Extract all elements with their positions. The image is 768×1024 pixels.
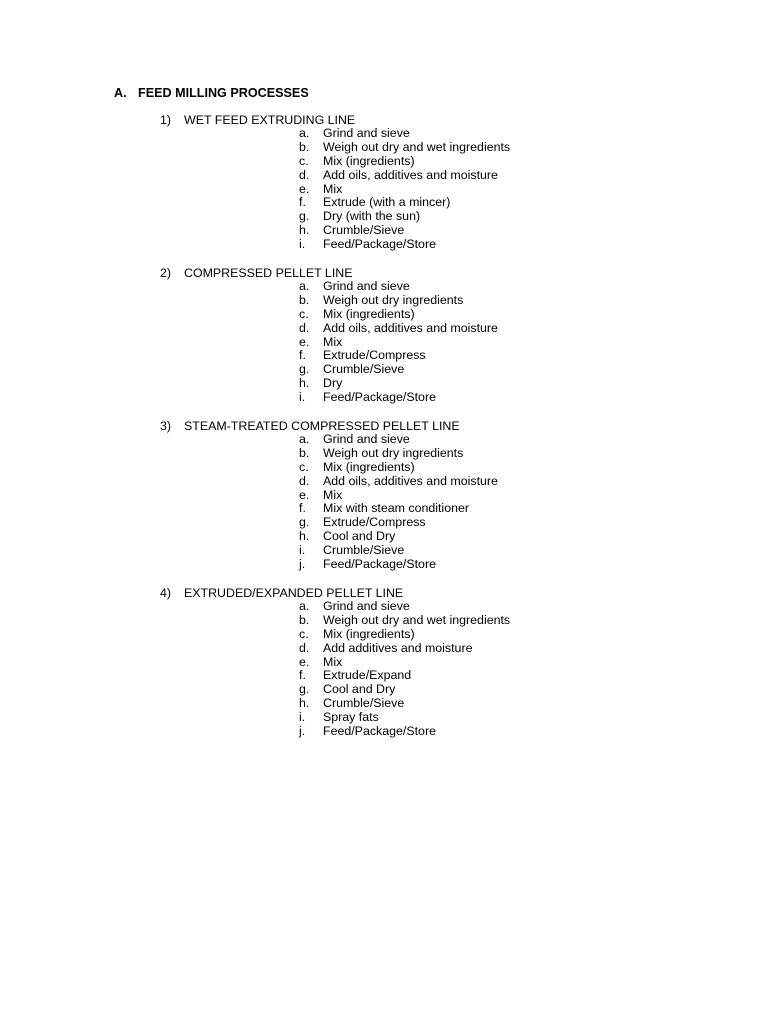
step-text: Add oils, additives and moisture <box>323 473 498 488</box>
step-text: Grind and sieve <box>323 432 410 447</box>
step-text: Add oils, additives and moisture <box>323 320 498 335</box>
step-text: Dry (with the sun) <box>323 209 421 224</box>
step-letter: d. <box>299 320 310 335</box>
step-letter: a. <box>299 598 310 613</box>
process-step <box>160 530 660 544</box>
process-line-section <box>160 266 660 405</box>
process-step <box>160 697 660 711</box>
step-letter: a. <box>299 279 310 294</box>
process-step <box>160 669 660 683</box>
process-step <box>160 683 660 697</box>
step-text: Add oils, additives and moisture <box>323 167 498 182</box>
step-letter: e. <box>299 181 310 196</box>
step-letter: g. <box>299 515 310 530</box>
process-line-number: 3) <box>160 419 172 434</box>
process-step <box>160 544 660 558</box>
section-heading <box>114 85 309 101</box>
process-steps-list <box>160 280 660 405</box>
step-text: Mix <box>323 487 343 502</box>
step-letter: j. <box>299 723 306 738</box>
process-line-number: 2) <box>160 266 172 281</box>
process-step <box>160 155 660 169</box>
step-letter: b. <box>299 139 310 154</box>
step-letter: b. <box>299 445 310 460</box>
step-text: Crumble/Sieve <box>323 696 405 711</box>
step-text: Mix <box>323 654 343 669</box>
process-step <box>160 475 660 489</box>
step-letter: f. <box>299 501 306 516</box>
process-step <box>160 558 660 572</box>
step-text: Feed/Package/Store <box>323 390 436 405</box>
process-step <box>160 642 660 656</box>
step-letter: c. <box>299 459 309 474</box>
process-line-section <box>160 419 660 572</box>
process-step <box>160 169 660 183</box>
process-step <box>160 447 660 461</box>
step-letter: f. <box>299 668 306 683</box>
process-step <box>160 391 660 405</box>
step-letter: i. <box>299 543 306 558</box>
step-letter: d. <box>299 640 310 655</box>
heading-letter: A. <box>114 86 127 100</box>
step-text: Crumble/Sieve <box>323 223 405 238</box>
step-text: Crumble/Sieve <box>323 543 405 558</box>
process-step <box>160 308 660 322</box>
step-letter: e. <box>299 334 310 349</box>
process-line-section <box>160 113 660 252</box>
heading-text: FEED MILLING PROCESSES <box>138 86 309 100</box>
step-letter: d. <box>299 167 310 182</box>
step-letter: i. <box>299 390 306 405</box>
process-step <box>160 127 660 141</box>
step-letter: g. <box>299 209 310 224</box>
process-step <box>160 461 660 475</box>
step-letter: g. <box>299 682 310 697</box>
process-lines-list <box>160 113 660 753</box>
process-step <box>160 656 660 670</box>
step-text: Extrude/Compress <box>323 348 426 363</box>
process-steps-list <box>160 600 660 739</box>
step-letter: b. <box>299 612 310 627</box>
process-step <box>160 363 660 377</box>
step-text: Weigh out dry ingredients <box>323 292 464 307</box>
step-text: Weigh out dry ingredients <box>323 445 464 460</box>
process-step <box>160 377 660 391</box>
process-line-title-text: EXTRUDED/EXPANDED PELLET LINE <box>184 585 404 600</box>
process-line-title <box>160 586 660 600</box>
process-step <box>160 349 660 363</box>
step-letter: h. <box>299 696 310 711</box>
step-text: Mix <box>323 181 343 196</box>
step-text: Crumble/Sieve <box>323 362 405 377</box>
process-line-title-text: COMPRESSED PELLET LINE <box>184 266 353 281</box>
step-letter: i. <box>299 237 306 252</box>
step-text: Mix (ingredients) <box>323 153 415 168</box>
process-line-number: 4) <box>160 585 172 600</box>
process-line-title <box>160 419 660 433</box>
process-step <box>160 196 660 210</box>
process-line-section <box>160 586 660 739</box>
step-text: Mix (ingredients) <box>323 306 415 321</box>
process-step <box>160 433 660 447</box>
step-letter: a. <box>299 432 310 447</box>
step-letter: h. <box>299 376 310 391</box>
step-text: Mix (ingredients) <box>323 626 415 641</box>
step-letter: f. <box>299 348 306 363</box>
step-text: Feed/Package/Store <box>323 237 436 252</box>
process-step <box>160 516 660 530</box>
step-text: Grind and sieve <box>323 279 410 294</box>
process-step <box>160 210 660 224</box>
process-step <box>160 711 660 725</box>
step-text: Mix <box>323 334 343 349</box>
step-letter: e. <box>299 487 310 502</box>
step-text: Cool and Dry <box>323 529 396 544</box>
step-letter: c. <box>299 626 309 641</box>
step-letter: d. <box>299 473 310 488</box>
process-step <box>160 141 660 155</box>
process-line-number: 1) <box>160 113 172 127</box>
step-text: Extrude/Compress <box>323 515 426 530</box>
step-letter: b. <box>299 292 310 307</box>
step-letter: h. <box>299 529 310 544</box>
process-step <box>160 280 660 294</box>
process-step <box>160 502 660 516</box>
step-text: Mix (ingredients) <box>323 459 415 474</box>
step-letter: c. <box>299 306 309 321</box>
step-text: Extrude/Expand <box>323 668 412 683</box>
step-letter: i. <box>299 710 306 725</box>
process-step <box>160 725 660 739</box>
process-step <box>160 489 660 503</box>
process-step <box>160 183 660 197</box>
process-step <box>160 294 660 308</box>
step-letter: f. <box>299 195 306 210</box>
step-letter: c. <box>299 153 309 168</box>
step-letter: e. <box>299 654 310 669</box>
step-text: Feed/Package/Store <box>323 557 436 572</box>
step-text: Cool and Dry <box>323 682 396 697</box>
process-line-title-text: STEAM-TREATED COMPRESSED PELLET LINE <box>184 419 460 434</box>
process-line-title <box>160 113 660 127</box>
step-text: Grind and sieve <box>323 126 410 140</box>
step-text: Weigh out dry and wet ingredients <box>323 139 511 154</box>
process-line-title-text: WET FEED EXTRUDING LINE <box>184 113 356 127</box>
step-text: Extrude (with a mincer) <box>323 195 451 210</box>
process-step <box>160 336 660 350</box>
step-letter: h. <box>299 223 310 238</box>
step-text: Spray fats <box>323 710 379 725</box>
step-letter: j. <box>299 557 306 572</box>
process-step <box>160 614 660 628</box>
step-text: Feed/Package/Store <box>323 723 436 738</box>
process-step <box>160 322 660 336</box>
step-text: Grind and sieve <box>323 598 410 613</box>
step-text: Add additives and moisture <box>323 640 473 655</box>
process-line-title <box>160 266 660 280</box>
step-letter: a. <box>299 126 310 140</box>
process-step <box>160 628 660 642</box>
step-text: Mix with steam conditioner <box>323 501 469 516</box>
step-text: Dry <box>323 376 343 391</box>
process-step <box>160 238 660 252</box>
process-step <box>160 224 660 238</box>
step-text: Weigh out dry and wet ingredients <box>323 612 511 627</box>
process-steps-list <box>160 127 660 252</box>
step-letter: g. <box>299 362 310 377</box>
process-steps-list <box>160 433 660 572</box>
process-step <box>160 600 660 614</box>
